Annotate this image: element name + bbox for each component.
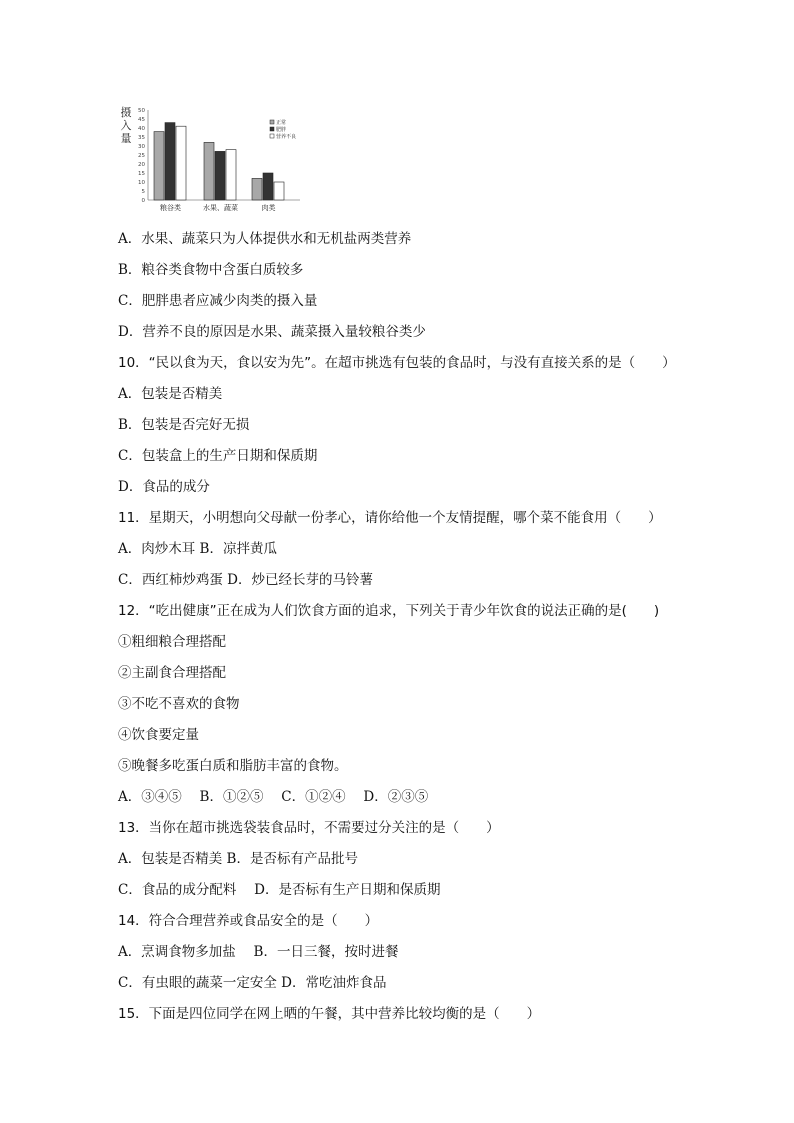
answer-option: A．烹调食物多加盐 B．一日三餐，按时进餐 xyxy=(118,944,399,960)
bar-肥胖-水果、蔬菜 xyxy=(215,151,225,200)
legend-label: 正常 xyxy=(276,120,287,126)
answer-option: C．肥胖患者应减少肉类的摄入量 xyxy=(118,293,318,309)
bar-肥胖-肉类 xyxy=(263,173,273,200)
answer-option: ①粗细粮合理搭配 xyxy=(118,634,226,650)
y-axis-label-char: 摄 xyxy=(120,106,132,119)
question-stem: 12．“吃出健康”正在成为人们饮食方面的追求，下列关于青少年饮食的说法正确的是( ) xyxy=(118,603,660,619)
intake-bar-chart xyxy=(118,104,308,214)
answer-option: A．包装是否精美 xyxy=(118,386,223,402)
chart-svg xyxy=(118,104,308,214)
answer-option: A．③④⑤ B．①②⑤ C．①②④ D．②③⑤ xyxy=(118,789,429,805)
legend-swatch-营养不良 xyxy=(270,134,274,138)
answer-option: A．水果、蔬菜只为人体提供水和无机盐两类营养 xyxy=(118,231,412,247)
answer-option: A．包装是否精美 B．是否标有产品批号 xyxy=(118,851,358,867)
answer-option: C．西红柿炒鸡蛋 D．炒已经长芽的马铃薯 xyxy=(118,572,373,588)
answer-option: D．营养不良的原因是水果、蔬菜摄入量较粮谷类少 xyxy=(118,324,426,340)
bar-营养不良-粮谷类 xyxy=(176,126,186,200)
answer-option: ③不吃不喜欢的食物 xyxy=(118,696,240,712)
y-tick-label: 25 xyxy=(138,153,145,159)
question-stem: 15．下面是四位同学在网上晒的午餐，其中营养比较均衡的是（ ） xyxy=(118,1006,541,1022)
bar-营养不良-肉类 xyxy=(274,182,284,200)
y-tick-label: 0 xyxy=(141,198,145,204)
question-stem: 10．“民以食为天，食以安为先”。在超市挑选有包装的食品时，与没有直接关系的是（ ） xyxy=(118,355,676,371)
y-tick-label: 5 xyxy=(141,189,145,195)
answer-option: C．包装盒上的生产日期和保质期 xyxy=(118,448,318,464)
bar-正常-水果、蔬菜 xyxy=(204,142,214,200)
answer-option: C．食品的成分配料 D．是否标有生产日期和保质期 xyxy=(118,882,441,898)
answer-option: B．包装是否完好无损 xyxy=(118,417,250,433)
bar-肥胖-粮谷类 xyxy=(165,123,175,200)
bar-正常-粮谷类 xyxy=(154,132,164,200)
answer-option: C．有虫眼的蔬菜一定安全 D．常吃油炸食品 xyxy=(118,975,387,991)
answer-option: ④饮食要定量 xyxy=(118,727,199,743)
x-tick-label: 肉类 xyxy=(261,204,276,212)
answer-option: ⑤晚餐多吃蛋白质和脂肪丰富的食物。 xyxy=(118,758,348,774)
y-axis-label-char: 入 xyxy=(120,119,132,132)
y-tick-label: 10 xyxy=(138,180,145,186)
answer-option: A．肉炒木耳 B．凉拌黄瓜 xyxy=(118,541,277,557)
y-tick-label: 45 xyxy=(138,117,145,123)
question-stem: 13．当你在超市挑选袋装食品时，不需要过分关注的是（ ） xyxy=(118,820,500,836)
y-tick-label: 50 xyxy=(138,108,145,114)
y-tick-label: 40 xyxy=(138,126,145,132)
y-tick-label: 35 xyxy=(138,135,145,141)
y-tick-label: 15 xyxy=(138,171,145,177)
y-tick-label: 20 xyxy=(138,162,145,168)
question-lines xyxy=(118,228,758,1034)
question-stem: 11．星期天，小明想向父母献一份孝心，请你给他一个友情提醒，哪个菜不能食用（ ） xyxy=(118,510,662,526)
x-tick-label: 粮谷类 xyxy=(160,204,181,212)
legend-swatch-正常 xyxy=(270,120,274,124)
question-stem: 14．符合合理营养或食品安全的是（ ） xyxy=(118,913,379,929)
x-tick-label: 水果、蔬菜 xyxy=(203,204,238,212)
y-axis-label-char: 量 xyxy=(120,132,132,145)
bar-营养不良-水果、蔬菜 xyxy=(226,150,236,200)
answer-option: D．食品的成分 xyxy=(118,479,210,495)
legend-label: 肥胖 xyxy=(276,127,287,133)
answer-option: B．粮谷类食物中含蛋白质较多 xyxy=(118,262,304,278)
y-tick-label: 30 xyxy=(138,144,145,150)
answer-option: ②主副食合理搭配 xyxy=(118,665,226,681)
bar-正常-肉类 xyxy=(252,178,262,200)
legend-label: 营养不良 xyxy=(276,134,297,140)
legend-swatch-肥胖 xyxy=(270,127,274,131)
